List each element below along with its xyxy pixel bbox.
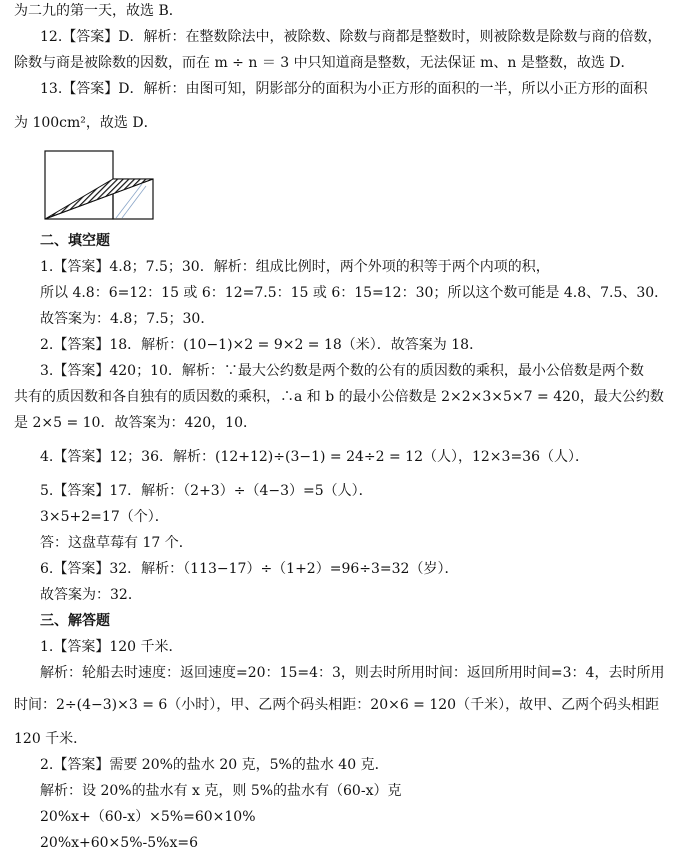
text-line: 答：这盘草莓有 17 个． <box>40 535 193 551</box>
text-line: 所以 4.8：6=12：15 或 6：12=7.5：15 或 6：15=12：30；所以这个数可能是 4.8、7.5、30． <box>40 285 669 301</box>
text-line: 解析：轮船去时速度：返回速度=20：15=4：3，则去时所用时间：返回所用时间=3：4，去时所用 <box>40 665 665 681</box>
text-line: 解析：设 20%的盐水有 x 克，则 5%的盐水有（60-x）克 <box>40 783 402 799</box>
text-line: 6.【答案】32．解析：（113−17）÷（1+2）=96÷3=32（岁）． <box>40 561 459 577</box>
text-line: 3.【答案】420；10．解析：∵最大公约数是两个数的公有的质因数的乘积，最小公倍数是两个数 <box>40 363 644 379</box>
text-line: 12.【答案】D．解析：在整数除法中，被除数、除数与商都是整数时，则被除数是除数与商的倍数， <box>40 29 662 45</box>
text-line: 时间：2÷(4−3)×3 = 6（小时），甲、乙两个码头相距：20×6 = 120（千米），故甲、乙两个码头相距 <box>14 697 660 713</box>
text-line: 共有的质因数和各自独有的质因数的乘积，∴a 和 b 的最小公倍数是 2×2×3×5×7 = 420，最大公约数 <box>14 389 664 405</box>
section-heading-fill-blank: 二、填空题 <box>40 233 110 249</box>
text-line: 故答案为：32． <box>40 587 142 603</box>
text-line: 13.【答案】D．解析：由图可知，阴影部分的面积为小正方形的面积的一半，所以小正方形的面积 <box>40 81 648 97</box>
text-line: 20%x+（60-x）×5%=60×10% <box>40 809 256 825</box>
text-line: 为二九的第一天，故选 B． <box>14 3 183 19</box>
text-line: 120 千米． <box>14 731 88 747</box>
text-line: 为 100cm²，故选 D． <box>14 115 158 131</box>
section-heading-solutions: 三、解答题 <box>40 613 110 629</box>
text-line: 1.【答案】4.8；7.5；30．解析：组成比例时，两个外项的积等于两个内项的积， <box>40 259 550 275</box>
shaded-squares-figure <box>44 150 158 222</box>
text-line: 4.【答案】12；36．解析：(12+12)÷(3−1) = 24÷2 = 12（人），12×3=36（人）． <box>40 449 589 465</box>
diagonal-line <box>45 179 153 219</box>
text-line: 除数与商是被除数的因数，而在 m ÷ n ＝ 3 中只知道商是整数，无法保证 m、n 是整数，故选 D． <box>14 55 635 71</box>
text-line: 5.【答案】17．解析：（2+3）÷（4−3）=5（人）． <box>40 483 373 499</box>
text-line: 2.【答案】需要 20%的盐水 20 克，5%的盐水 40 克． <box>40 757 389 773</box>
text-line: 故答案为：4.8；7.5；30． <box>40 311 215 327</box>
text-line: 1.【答案】120 千米． <box>40 639 183 655</box>
text-line: 是 2×5 = 10．故答案为：420，10． <box>14 415 257 431</box>
text-line: 20%x+60×5%-5%x=6 <box>40 835 198 851</box>
text-line: 3×5+2=17（个）． <box>40 509 169 525</box>
text-line: 2.【答案】18．解析：(10−1)×2 = 9×2 = 18（米）．故答案为 18． <box>40 337 484 353</box>
